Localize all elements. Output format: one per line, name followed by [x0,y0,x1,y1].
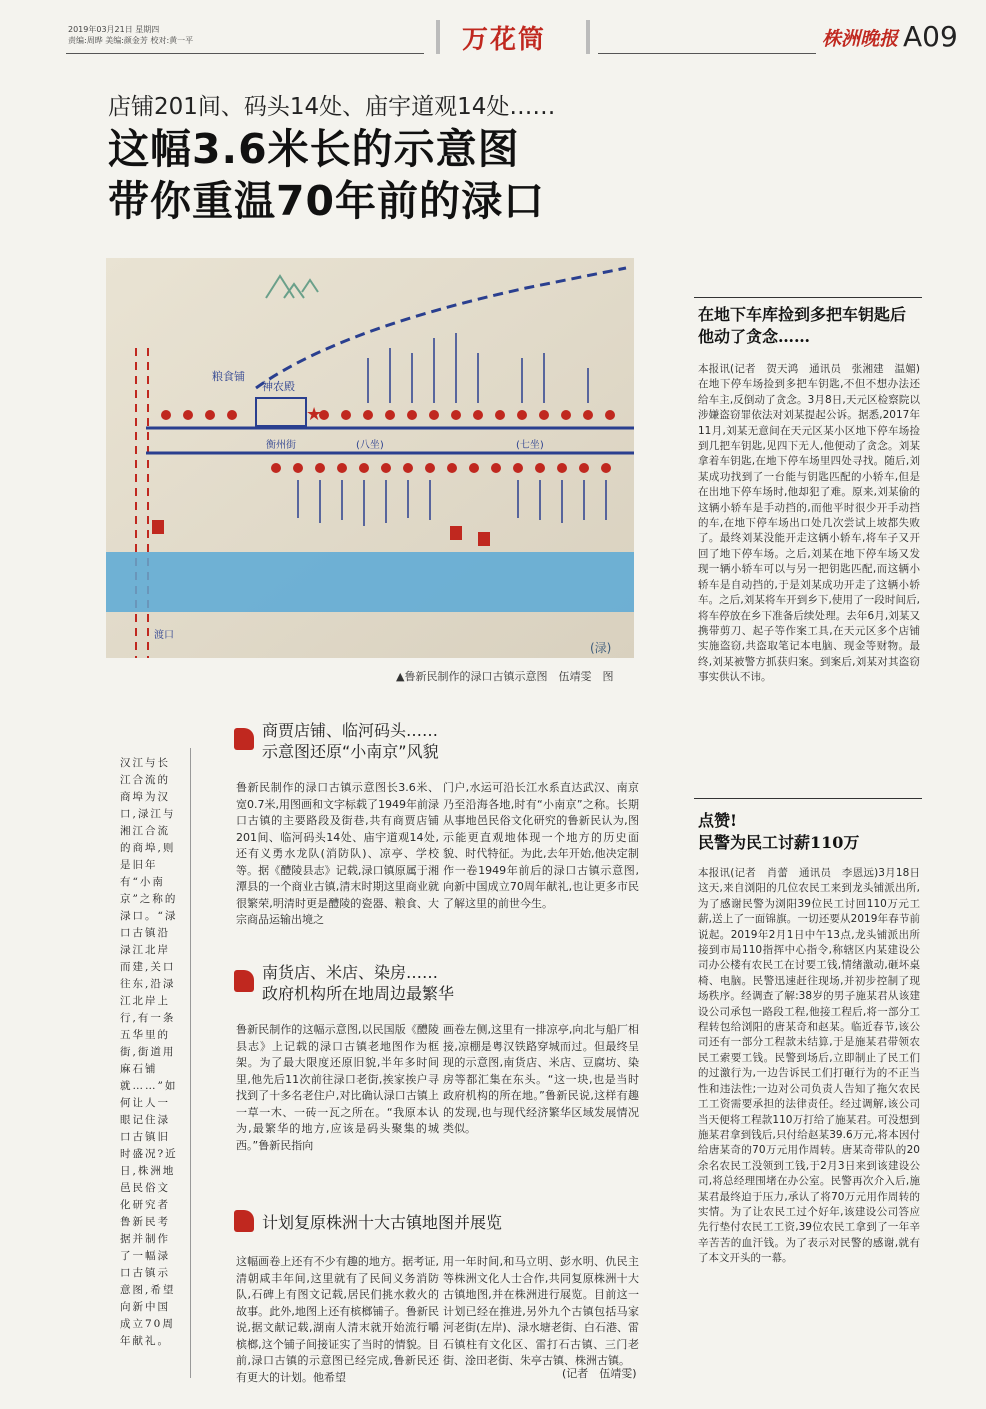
temple-star-icon: ★ [306,404,323,425]
red-seal-mark [152,520,164,534]
headline-title-line2: 带你重温70年前的渌口 [108,177,546,225]
header-bar-left [436,20,440,54]
section3-column1: 这幅画卷上还有不少有趣的地方。据考证,清朝咸丰年间,这里就有了民间义务消防队,石碑上有图文记载,居民们挑水救火的故事。此外,地图上还有槟榔铺子。鲁新民说,据文献记载,湖南人清末就开始流行嚼槟榔,这个铺子间接证实了当时的情貌。目前,渌口古镇的示意图已经完成,鲁新民还有更大的计划。他希望 [236,1255,439,1384]
newspaper-brand: 株洲晚报 [822,28,899,50]
header-rule-right [598,53,816,54]
header-meta [68,24,193,46]
story2-body: 本报讯(记者 肖蕾 通讯员 李恩远)3月18日这天,来自浏阳的几位农民工来到龙头铺派出所,为了感谢民警为浏阳39位民工讨回110万元工薪,送上了一面锦旗。一切还要从2019年春节前说起。2019年2月1日中午13点,龙头铺派出所接到市局110指挥中心指令,称辖区内某建设公司办公楼有农民工在讨要工钱,情绪激动,砸坏桌椅、电脑。民警迅速赶往现场,并初步控制了现场秩序。经调查了解:38岁的男子施某君从该建设公司承包一路段工程,他接工程后,将一部分工程转包给浏阳的唐某奇和赵某。临近春节,该公司还有一部分工程款未结算,于是施某君带领农民工索要工钱。民警到场后,立即制止了民工们的过激行为,一边告诉民工们打砸行为的不正当性和违法性;一边对公司负责人告知了拖欠农民工工资需要承担的法律责任。经过调解,该公司当天便将工程款110万打给了施某君。可没想到施某君拿到钱后,只付给赵某39.6万元,将本因付给唐某奇的70万元用作周转。唐某奇带队的20余名农民工没领到工钱,于2月3日来到该建设公司,将总经理围堵在办公室。民警再次介入后,施某君最终迫于压力,承认了将70万元用作周转的实情。为了让农民工过个好年,该建设公司答应先行垫付农民工工资,39位农民工拿到了一年辛辛苦苦的血汗钱。为了表示对民警的感谢,就有了本文开头的一幕。 [698,867,920,1265]
map-label-eight: (八坐) [356,440,384,451]
story2-top-rule [694,798,922,799]
story2-title-line1: 点赞! [698,811,738,830]
map-label-street: 衡州街 [266,440,296,451]
section2-column1: 鲁新民制作的这幅示意图,以民国版《醴陵县志》上记载的渌口古镇老地图作为框架。为了最大限度还原旧貌,半年多时间里,他先后11次前往渌口老街,挨家挨户寻找到了十多名老住户,对比确认渌口古镇上一草一木、一砖一瓦之所在。“我原本认为,最繁华的地方,应该是码头聚集的城西。”鲁新民指向 [236,1023,439,1152]
section-marker [234,970,254,992]
map-photo [106,258,634,658]
section1-heading [262,720,439,762]
section-marker [234,1210,254,1232]
map-label-seven: (七坐) [516,440,544,451]
header-date: 2019年03月21日 星期四 [68,25,160,34]
section3-heading: 计划复原株洲十大古镇地图并展览 [262,1213,503,1232]
photo-caption: ▲鲁新民制作的渌口古镇示意图 伍靖雯 图 [396,670,614,683]
section2-heading-line1: 南货店、米店、染房…… [262,963,439,982]
header-editors: 责编:周晔 美编:颜金芳 校对:黄一平 [68,36,194,45]
section3-byline: (记者 伍靖雯) [562,1367,637,1380]
story1-title-line1: 在地下车库捡到多把车钥匙后 [698,305,907,324]
header-bar-right [586,20,590,54]
map-label-river: (渌) [590,641,612,655]
red-seal-mark [450,526,462,540]
sidebar-divider [190,748,191,1378]
story2-title [698,810,859,854]
map-label-temple: 神农殿 [262,380,295,393]
map-label-grain: 粮食铺 [212,370,245,383]
headline-kicker: 店铺201间、码头14处、庙宇道观14处…… [108,94,556,120]
section1-column1: 鲁新民制作的渌口古镇示意图长3.6米、宽0.7米,用图画和文字标载了1949年前渌口古镇的主要路段及街巷,共有商贾店铺201间、临河码头14处、庙宇道观14处,还有义勇水龙队(消防队)、凉亭、学校等。据《醴陵县志》记载,渌口镇原属于湘潭县的一个商业古镇,清末时期这里商业就很繁荣,明清时更是醴陵的瓷器、粮食、大宗商品运输出境之 [236,781,439,926]
story2-title-line2: 民警为民工讨薪110万 [698,833,860,852]
story1-title-line2: 他动了贪念…… [698,327,811,346]
page-number: A09 [903,20,958,53]
section-marker [234,728,254,750]
section1-column2: 门户,水运可沿长江水系直达武汉、南京乃至沿海各地,时有“小南京”之称。长期从事地邑民俗文化研究的鲁新民认为,图示能更直观地体现一个地方的历史面貌、时代特征。为此,去年开始,他决定制作一卷1949年前后的渌口古镇示意图,向新中国成立70周年献礼,也让更多市民了解这里的前世今生。 [443,781,639,910]
map-illustration [106,258,634,658]
section1-heading-line2: 示意图还原“小南京”风貌 [262,742,439,761]
map-label-ferry: 渡口 [154,630,174,641]
section2-heading-line2: 政府机构所在地周边最繁华 [262,984,455,1003]
section2-column2: 画卷左侧,这里有一排凉亭,向北与船厂相接,凉棚是粤汉铁路穿城而过。但最终呈现的示意图,南货店、米店、豆腐坊、染房等都汇集在东头。“这一块,也是当时政府机构的所在地。”鲁新民说,这样有趣的发现,也与现代经济繁华区域发展情况类似。 [443,1023,639,1135]
headline-title-line1: 这幅3.6米长的示意图 [108,125,520,173]
section1-heading-line1: 商贾店铺、临河码头…… [262,721,439,740]
header-rule-left [66,53,424,54]
section2-heading [262,962,454,1004]
shop-markers-upper [161,410,615,420]
story1-body: 本报讯(记者 贺天鸿 通讯员 张湘建 温媚)在地下停车场捡到多把车钥匙,不但不想办法还给车主,反倒动了贪念。3月8日,天元区检察院以涉嫌盗窃罪依法对刘某提起公诉。据悉,2017年11月,刘某无意间在天元区某小区地下停车场捡到几把车钥匙,见四下无人,他便动了贪念。刘某拿着车钥匙,在地下停车场里四处寻找。随后,刘某成功找到了一台能与钥匙匹配的小轿车,但是在出地下停车场时,他却犯了难。原来,刘某偷的这辆小轿车是手动挡的,而他平时很少开手动挡的车,在地下停车场出口处几次尝试上坡都失败了。最终刘某没能开走这辆小轿车,将车子又开回了地下停车场。之后,刘某在地下停车场又发现一辆小轿车可以与另一把钥匙匹配,而这辆小轿车是自动挡的,于是刘某成功开走了这辆小轿车。之后,刘某将车开到乡下,使用了一段时间后,将车停放在乡下准备后续处理。去年6月,刘某又携带剪刀、起子等作案工具,在天元区多个店铺实施盗窃,共盗取笔记本电脑、现金等财物。最终,刘某被警方抓获归案。到案后,刘某对其盗窃事实供认不讳。 [698,363,920,684]
section-title: 万花筒 [462,25,547,55]
river-band [106,552,634,612]
intro-sidebar: 汉江与长江合流的商埠为汉口,渌江与湘江合流的商埠,则是旧年有“小南京”之称的渌口。“渌口古镇沿渌江北岸而建,关口往东,沿渌江北岸上行,有一条五华里的街,街道用麻石铺就……”如何让人一眼记住渌口古镇旧时盛况?近日,株洲地邑民俗文化研究者鲁新民考据并制作了一幅渌口古镇示意图,希望向新中国成立70周年献礼。 [120,757,178,1347]
section3-column2: 用一年时间,和马立明、彭水明、仇民主等株洲文化人士合作,共同复原株洲十大古镇地图,并在株洲进行展览。目前这一计划已经在推进,另外九个古镇包括马家河老街(左岸)、渌水塘老街、白石港、雷石镇柱有文化区、雷打石古镇、三门老街、淦田老街、朱亭古镇、株洲古镇。 [443,1255,639,1367]
story1-title [698,304,906,348]
story1-top-rule [694,297,922,298]
red-seal-mark [478,532,490,546]
